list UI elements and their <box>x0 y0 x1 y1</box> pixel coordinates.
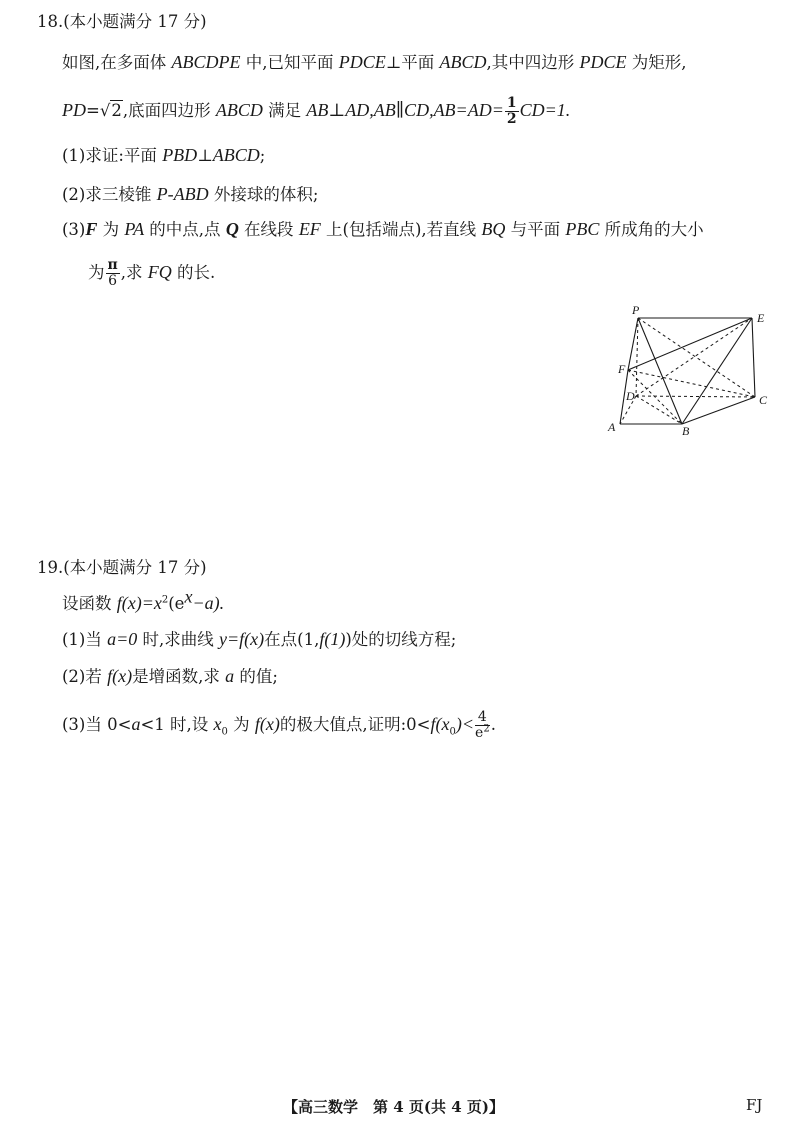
polyhedron-figure <box>600 300 780 440</box>
q18-statement-line2: PD=√2,底面四边形 ABCD 满足 AB⊥AD,AB∥CD,AB=AD= $\frac{1}{2}$ CD=1. <box>62 95 571 127</box>
page-footer-title: 【高三数学 第 4 页(共 4 页)】 <box>283 1098 504 1116</box>
edge-PB <box>638 318 682 424</box>
q18-part1: (1)求证:平面 PBD⊥ABCD; <box>62 145 266 165</box>
edge-EB <box>682 318 752 424</box>
fraction-half: $\frac{1}{2}$ <box>506 95 517 127</box>
q18-part3-line2: 为 $\frac{\pi}{6}$ ,求 FQ 的长. <box>88 257 216 289</box>
label-A: A <box>608 420 616 434</box>
q18-header: 18.(本小题满分 17 分) <box>37 12 207 31</box>
edge-PC <box>638 318 755 397</box>
q18-statement-line1: 如图,在多面体 ABCDPE 中,已知平面 PDCE⊥平面 ABCD,其中四边形 PDCE 为矩形, <box>62 52 687 72</box>
sqrt-two: √2 <box>99 101 122 120</box>
label-B: B <box>682 424 690 438</box>
q19-header: 19.(本小题满分 17 分) <box>37 558 207 577</box>
q18-part3-line1: (3)F 为 PA 的中点,点 Q 在线段 EF 上(包括端点),若直线 BQ 与平面 PBC 所成角的大小 <box>62 219 704 239</box>
q19-part1: (1)当 a=0 时,求曲线 y=f(x)在点(1,f(1))处的切线方程; <box>62 629 457 649</box>
edge-BC <box>682 397 755 424</box>
page-footer-code: FJ <box>746 1096 763 1114</box>
fraction-pi-over-six: $\frac{\pi}{6}$ <box>107 257 118 289</box>
label-P: P <box>632 303 640 317</box>
edge-FE <box>628 318 752 370</box>
q19-function-def: 设函数 $f(x)=x^2(e^x-a)$. <box>62 586 225 613</box>
edge-DB <box>636 396 682 424</box>
edge-EC <box>752 318 755 397</box>
fraction-four-over-e-squared: $\frac{4}{e^2}$ <box>475 709 490 741</box>
q18-part2: (2)求三棱锥 P-ABD 外接球的体积; <box>62 184 319 204</box>
label-C: C <box>759 393 768 407</box>
q19-part3: (3)当 0<a<1 时,设 $x_0$ 为 f(x)的极大值点,证明$:0<f(x_0)<$ $\frac{4}{e^2}$ . <box>62 709 496 741</box>
label-D: D <box>626 389 635 403</box>
edge-FC <box>628 370 755 397</box>
label-F: F <box>618 362 626 376</box>
label-E: E <box>757 311 765 325</box>
q19-part2: (2)若 f(x)是增函数,求 a 的值; <box>62 666 278 686</box>
